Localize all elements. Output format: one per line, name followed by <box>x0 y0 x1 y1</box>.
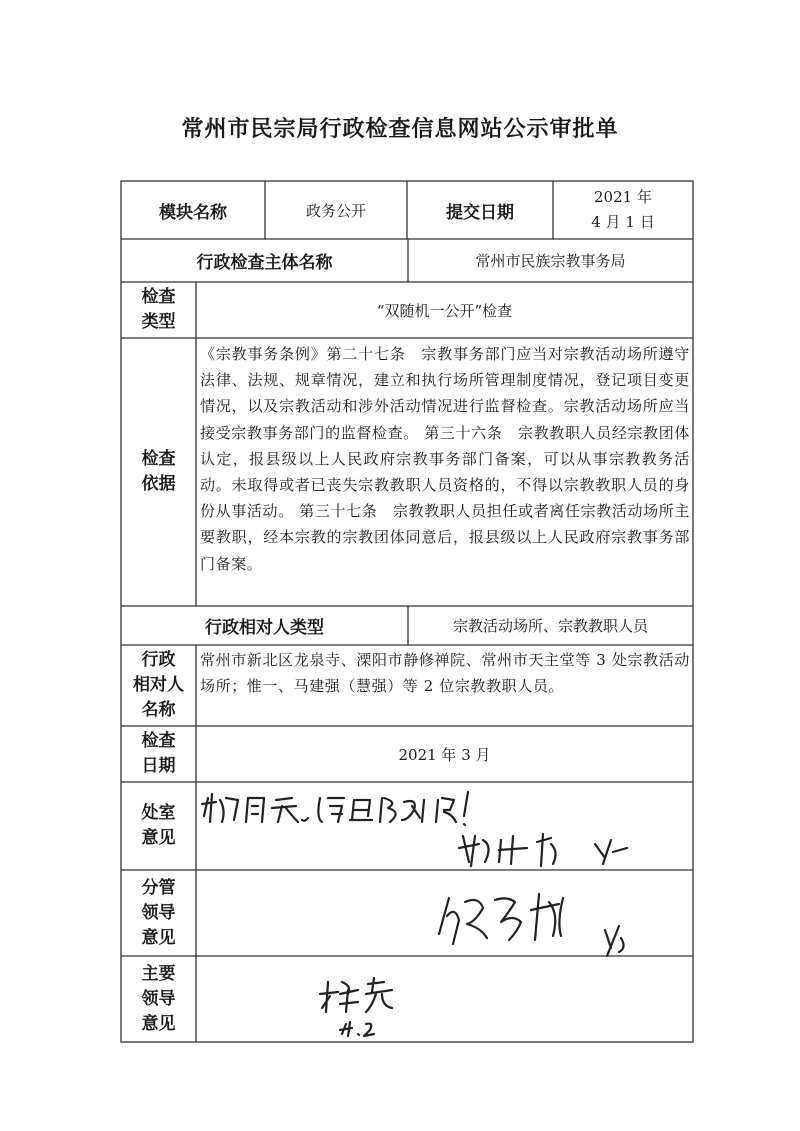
submit-date-value: 2021 年 4 月 1 日 <box>591 188 655 231</box>
office-comment-handwriting <box>198 786 488 834</box>
counterpart-name-value: 常州市新北区龙泉寺、溧阳市静修禅院、常州市天主堂等 3 处宗教活动场所；惟一、马建强（慧强）等 2 位宗教教职人员。 <box>200 651 690 696</box>
module-label: 模块名称 <box>159 202 227 223</box>
office-signature <box>455 826 645 874</box>
submit-date-label: 提交日期 <box>446 202 514 223</box>
deputy-signature <box>435 880 645 962</box>
check-date-value: 2021 年 3 月 <box>398 745 491 764</box>
deputy-opinion-label: 分管 领导 意见 <box>141 877 176 948</box>
subject-value: 常州市民族宗教事务局 <box>475 252 626 270</box>
deputy-signature-ink <box>435 880 645 958</box>
chief-signature-ink <box>318 972 418 1038</box>
counterpart-type-value: 宗教活动场所、宗教教职人员 <box>452 617 648 635</box>
check-date-label: 检查 日期 <box>141 731 176 776</box>
check-type-label: 检查 类型 <box>141 287 176 332</box>
module-value: 政务公开 <box>305 201 366 220</box>
chief-signature <box>318 972 418 1042</box>
basis-text: 《宗教事务条例》第二十七条 宗教事务部门应当对宗教活动场所遵守法律、法规、规章情况，建立和执行场所管理制度情况，登记项目变更情况，以及宗教活动和涉外活动情况进行监督检查。宗教活动场所应当接受宗教事务部门的监督检查。 第三十六条 宗教教职人员经宗教团体认定，报县级以上人民政府宗教事务部门备案，可以从事宗教教务活动。未取得或者已丧失宗教教职人员资格的，不得以宗教教职人员的身份从事活动。 第三十七条 宗教教职人员担任或者离任宗教活动场所主要教职，经本宗教的宗教团体同意后，报县级以上人民政府宗教事务部门备案。 <box>200 345 690 573</box>
counterpart-name-label: 行政 相对人 名称 <box>133 650 184 720</box>
check-type-value: “双随机一公开”检查 <box>376 301 513 320</box>
chief-opinion-label: 主要 领导 意见 <box>141 963 176 1034</box>
document-title: 常州市民宗局行政检查信息网站公示审批单 <box>181 117 619 142</box>
office-signature-ink <box>455 826 645 870</box>
counterpart-type-label: 行政相对人类型 <box>205 618 324 638</box>
office-opinion-label: 处室 意见 <box>141 803 176 848</box>
office-comment-ink <box>198 786 488 830</box>
subject-label: 行政检查主体名称 <box>196 253 333 273</box>
basis-label: 检查 依据 <box>141 449 176 494</box>
